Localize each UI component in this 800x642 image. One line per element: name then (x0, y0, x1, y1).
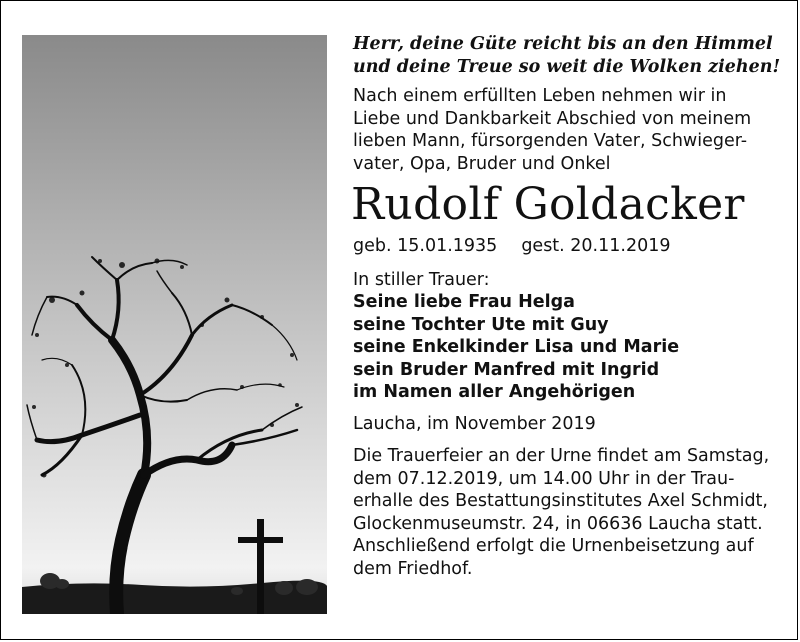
intro-line: Nach einem erfüllten Leben nehmen wir in (353, 86, 727, 106)
death-date: gest. 20.11.2019 (521, 236, 671, 256)
sky (22, 35, 327, 614)
intro-line: Liebe und Dankbarkeit Abschied von meinem (353, 108, 752, 129)
ceremony-line: Glockenmuseumstr. 24, in 06636 Laucha statt. (353, 513, 763, 534)
intro-line: vater, Opa, Bruder und Onkel (353, 153, 611, 174)
ceremony-line: erhalle des Bestattungsinstitutes Axel Schmidt, (353, 491, 768, 511)
mourner: Seine liebe Frau Helga (353, 292, 575, 312)
intro-text (353, 85, 783, 175)
deceased-name: Rudolf Goldacker (351, 179, 745, 230)
verse-line: und deine Treue so weit die Wolken ziehen! (353, 57, 781, 77)
intro-line: lieben Mann, fürsorgenden Vater, Schwieger- (353, 131, 748, 151)
birth-date: geb. 15.01.1935 (353, 236, 498, 256)
notice-text (353, 33, 783, 580)
ceremony-line: Die Trauerfeier an der Urne findet am Samstag, (353, 446, 770, 466)
mourner: im Namen aller Angehörigen (353, 382, 636, 402)
ceremony-line: dem 07.12.2019, um 14.00 Uhr in der Trau- (353, 468, 735, 489)
ceremony-info (353, 445, 783, 580)
place-date: Laucha, im November 2019 (353, 413, 596, 434)
mourners-list (353, 269, 783, 404)
mourners-heading: In stiller Trauer: (353, 269, 490, 290)
mourner: seine Enkelkinder Lisa und Marie (353, 337, 680, 357)
life-dates (353, 235, 783, 258)
memorial-photo (22, 35, 327, 614)
ceremony-line: Anschließend erfolgt die Urnenbeisetzung auf (353, 536, 754, 556)
mourner: seine Tochter Ute mit Guy (353, 314, 609, 335)
verse-line: Herr, deine Güte reicht bis an den Himmel (353, 34, 773, 54)
bible-verse (353, 33, 783, 79)
ceremony-line: dem Friedhof. (353, 558, 473, 579)
mourner: sein Bruder Manfred mit Ingrid (353, 359, 660, 380)
